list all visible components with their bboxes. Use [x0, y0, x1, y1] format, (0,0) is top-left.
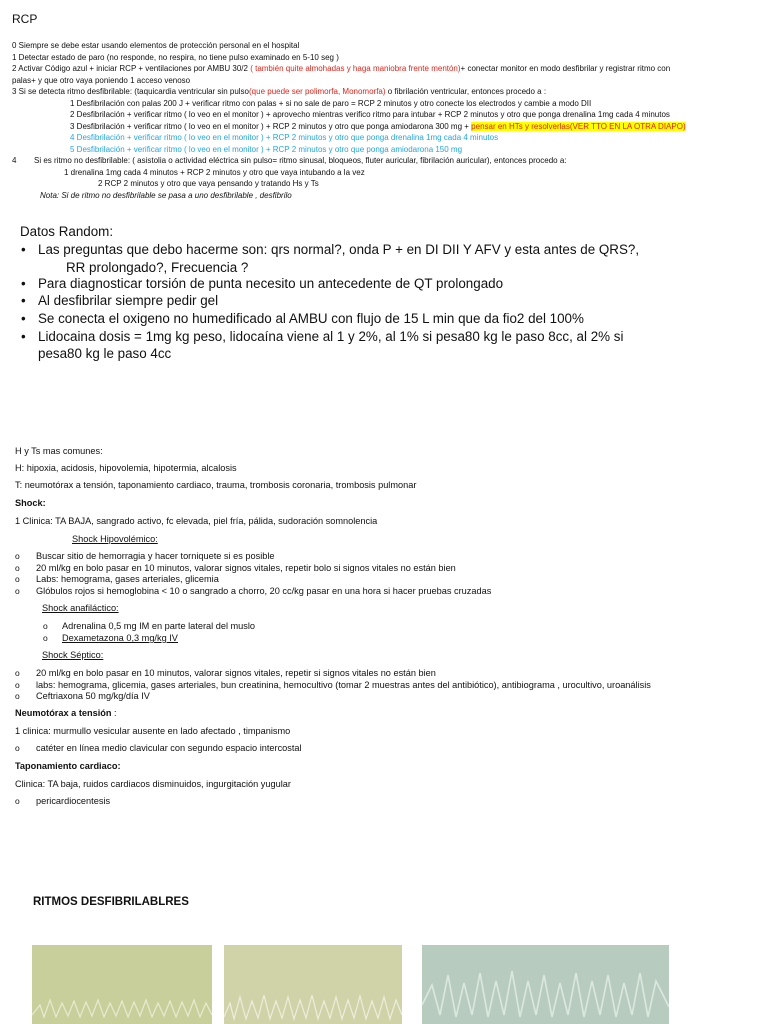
- list-bullet: o: [15, 679, 20, 690]
- random-title: Datos Random:: [20, 224, 114, 239]
- list-bullet: o: [43, 621, 48, 631]
- random-bullet-2: • Para diagnosticar torsión de punta necesito un antecedente de QT prolongado: [38, 275, 503, 293]
- rcp-substep-5: 5 Desfibrilación + verificar ritmo ( lo veo en el monitor ) + RCP 2 minutos y otro que ponga amiodarona 150 mg: [70, 144, 463, 154]
- list-bullet: o: [15, 668, 20, 678]
- septic-list: [0, 667, 768, 702]
- list-item: labs: hemograma, glicemia, gases arteriales, bun creatinina, hemocultivo (tomar 2 muestras antes del antibiótico), antibiograma , urocultivo, uroanálisis: [36, 679, 651, 690]
- rcp-step-0: 0 Siempre se debe estar usando elementos de protección personal en el hospital: [12, 41, 300, 50]
- tamponade-clinic: Clinica: TA baja, ruidos cardiacos disminuidos, ingurgitación yugular: [15, 779, 291, 789]
- ecg-image-3: [422, 945, 669, 1024]
- list-item: 20 ml/kg en bolo pasar en 10 minutos, valorar signos vitales, repetir bolo si signos vitales no están bien: [36, 562, 456, 573]
- hypovolemic-list: [0, 550, 768, 596]
- rcp-note: Nota: Si de ritmo no desfibrilable se pasa a uno desfibrilable , desfibrilo: [40, 190, 292, 200]
- rcp-nd-1: 1 drenalina 1mg cada 4 minutos + RCP 2 minutos y otro que vaya intubando a la vez: [64, 167, 365, 177]
- random-bullet-4: • Se conecta el oxigeno no humedificado al AMBU con flujo de 15 L min que da fio2 del 100%: [38, 310, 584, 328]
- ecg-1-bg: [32, 945, 212, 1024]
- pneumothorax-title: Neumotórax a tensión: [15, 708, 112, 718]
- rcp-substep-4: 4 Desfibrilación + verificar ritmo ( lo veo en el monitor ) + RCP 2 minutos y otro que ponga drenalina 1mg cada 4 minutos: [70, 133, 499, 142]
- rcp-step-2-note: ( también quite almohadas y haga maniobra frente mentón): [250, 64, 461, 73]
- rcp-step-2-cont: + conectar monitor en modo desfibrilar y registrar ritmo con: [460, 64, 671, 73]
- tamponade-heading: Taponamiento cardiaco:: [15, 761, 121, 771]
- rcp-substep-2: 2 Desfibrilación + verificar ritmo ( lo veo en el monitor ) + aprovecho mientras verifico ritmo para intubar + RCP 2 minutos y otro que ponga drenalina 1mg cada 4 minutos: [70, 110, 670, 119]
- anaphylactic-heading: Shock anafiláctico:: [42, 603, 119, 613]
- rcp-step-2-line2: palas+ y que otro vaya poniendo 1 acceso venoso: [12, 75, 191, 85]
- rcp-substep-1: 1 Desfibrilación con palas 200 J + verificar ritmo con palas + si no sale de paro = RCP 2 minutos y otro conecte los electrodos y cambie a modo DII: [70, 98, 592, 108]
- list-bullet: o: [15, 691, 20, 701]
- pneumothorax-treatment: [0, 742, 768, 754]
- rcp-nd-2: 2 RCP 2 minutos y otro que vaya pensando y tratando Hs y Ts: [98, 179, 319, 188]
- pneumothorax-colon: :: [111, 708, 117, 718]
- shock-heading: Shock:: [15, 498, 46, 508]
- rcp-substep-3-text: 3 Desfibrilación + verificar ritmo ( lo veo en el monitor ) + RCP 2 minutos y otro que ponga amiodarona 300 mg +: [70, 121, 472, 131]
- list-bullet: o: [15, 551, 20, 561]
- list-bullet: o: [15, 585, 20, 596]
- list-item: Adrenalina 0,5 mg IM en parte lateral del muslo: [62, 621, 256, 631]
- rcp-step-3-note: (que puede ser polimorfa, Monomorfa): [249, 87, 386, 96]
- list-bullet: o: [15, 743, 20, 753]
- random-bullet-1: • Las preguntas que debo hacerme son: qrs normal?, onda P + en DI DII Y AFV y esta antes de QRS?,: [38, 241, 639, 259]
- rcp-step-3-text: 3 Si se detecta ritmo desfibrilable: (taquicardia ventricular sin pulso: [12, 87, 250, 96]
- rcp-title: RCP: [12, 12, 38, 26]
- list-item: 20 ml/kg en bolo pasar en 10 minutos, valorar signos vitales, repetir si signos vitales no están bien: [36, 668, 436, 678]
- shock-clinic: 1 Clinica: TA BAJA, sangrado activo, fc elevada, piel fría, pálida, sudoración somnolencia: [15, 516, 378, 526]
- rcp-step-1: 1 Detectar estado de paro (no responde, no respira, no tiene pulso examinado en 5-10 seg ): [12, 52, 339, 62]
- rcp-step-2-text: 2 Activar Código azul + iniciar RCP + ventilaciones por AMBU 30/2: [12, 64, 251, 73]
- hyts-h-list: H: hipoxia, acidosis, hipovolemia, hipotermia, alcalosis: [15, 463, 237, 473]
- tamponade-treatment: [0, 795, 768, 807]
- random-bullet-1-cont: RR prolongado?, Frecuencia ?: [66, 260, 249, 275]
- list-item: Buscar sitio de hemorragia y hacer torniquete si es posible: [36, 551, 275, 561]
- ecg-image-2: [224, 945, 402, 1024]
- hyts-heading: H y Ts mas comunes:: [15, 446, 103, 456]
- rcp-step-3: [12, 86, 546, 98]
- list-bullet: o: [43, 633, 48, 643]
- septic-heading: Shock Séptico:: [42, 650, 104, 660]
- pneumothorax-heading: [15, 707, 117, 719]
- rcp-substep-3-highlight: pensar en HTs y resolverlas(VER TTO EN LA OTRA DIAPO): [471, 121, 686, 131]
- ecg-image-1: [32, 945, 212, 1024]
- list-item: pericardiocentesis: [36, 796, 111, 806]
- random-bullet-5: • Lidocaina dosis = 1mg kg peso, lidocaína viene al 1 y 2%, al 1% si pesa80 kg le paso 8cc, al 2% si: [38, 328, 623, 346]
- random-bullet-5-cont: pesa80 kg le paso 4cc: [38, 346, 172, 361]
- pneumothorax-clinic: 1 clinica: murmullo vesicular ausente en lado afectado , timpanismo: [15, 726, 291, 736]
- list-bullet: o: [15, 562, 20, 573]
- anaphylactic-list: [0, 620, 768, 644]
- rcp-step-4-number: 4: [12, 156, 17, 165]
- list-item: Labs: hemograma, gases arteriales, glicemia: [36, 574, 219, 584]
- hyts-t-list: T: neumotórax a tensión, taponamiento cardiaco, trauma, trombosis coronaria, trombosis pulmonar: [15, 480, 417, 490]
- list-item: catéter en línea medio clavicular con segundo espacio intercostal: [36, 743, 302, 753]
- rhythms-heading: RITMOS DESFIBRILABLRES: [33, 896, 189, 908]
- hypovolemic-heading: Shock Hipovolémico:: [72, 534, 158, 544]
- list-bullet: o: [15, 574, 20, 584]
- random-bullet-3: • Al desfibrilar siempre pedir gel: [38, 292, 218, 310]
- rcp-step-2: [12, 63, 670, 75]
- list-item: Ceftriaxona 50 mg/kg/día IV: [36, 691, 150, 701]
- list-item: Glóbulos rojos si hemoglobina < 10 o sangrado a chorro, 20 cc/kg pasar en una hora si hacer pruebas cruzadas: [36, 585, 492, 596]
- list-bullet: o: [15, 796, 20, 806]
- rcp-step-4: Si es ritmo no desfibrilable: ( asistolia o actividad eléctrica sin pulso= ritmo sinusal, bloqueos, fluter auricular, fibrilación auricular), entonces procedo a:: [34, 156, 567, 165]
- rcp-step-3-cont: o fibrilación ventricular, entonces procedo a :: [385, 87, 547, 96]
- rcp-substep-3: [70, 121, 686, 133]
- list-item: Dexametazona 0,3 mg/kg IV: [62, 633, 178, 643]
